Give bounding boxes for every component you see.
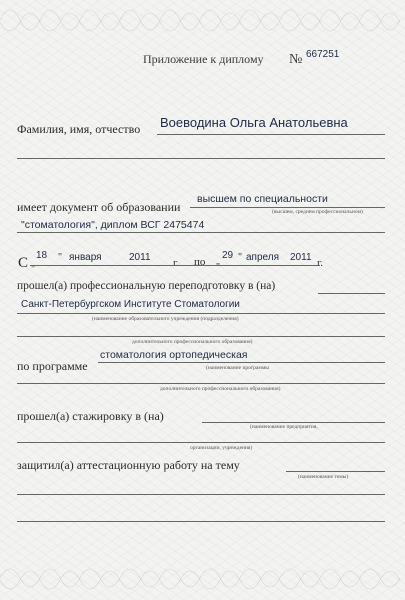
thesis-label: защитил(а) аттестационную работу на тему xyxy=(17,458,240,472)
period-quote-1: " xyxy=(31,264,36,275)
internship-label: прошел(а) стажировку в (на) xyxy=(17,409,164,423)
program-caption-name: (наименование программы xyxy=(206,365,269,371)
surname-line xyxy=(157,134,385,135)
education-caption: (высшем, среднем профессиональном) xyxy=(272,209,363,215)
education-line xyxy=(190,207,385,208)
retraining-line xyxy=(318,293,385,294)
program-caption-top: дополнительного профессионального образования) xyxy=(132,339,253,345)
surname-value: Воеводина Ольга Анатольевна xyxy=(160,115,348,130)
period-prefix: С xyxy=(18,255,29,271)
retraining-line-2 xyxy=(17,313,385,314)
diploma-number: 667251 xyxy=(306,49,340,60)
period-start-day: 18 xyxy=(36,250,48,261)
internship-line-2 xyxy=(17,442,385,443)
retraining-label: прошел(а) профессиональную переподготовку в (на) xyxy=(17,280,276,292)
period-line xyxy=(30,265,320,266)
thesis-line xyxy=(286,471,385,472)
education-line-2 xyxy=(17,232,385,233)
program-value: стоматология ортопедическая xyxy=(100,349,248,361)
period-by: по xyxy=(194,256,206,268)
thesis-caption: (наименование темы) xyxy=(298,474,349,480)
period-end-month: апреля xyxy=(246,252,280,263)
period-quote-3: " xyxy=(216,262,221,273)
period-start-month: января xyxy=(69,252,102,263)
program-line xyxy=(98,362,385,363)
retraining-caption: (наименование образовательного учреждения (подразделения) xyxy=(92,316,239,322)
period-start-year: 2011 xyxy=(129,252,151,263)
program-line-2 xyxy=(17,383,385,384)
thesis-line-2 xyxy=(17,494,385,495)
supplement-title: Приложение к диплому xyxy=(143,52,264,66)
education-value-line2: "стоматология", диплом ВСГ 2475474 xyxy=(21,219,205,231)
program-label: по программе xyxy=(17,359,88,373)
number-sign: № xyxy=(289,52,303,67)
internship-caption-2: организации, учреждения) xyxy=(190,445,253,451)
internship-line xyxy=(202,422,385,423)
guilloche-border-bottom xyxy=(0,560,405,600)
retraining-institution: Санкт-Петербургском Институте Стоматологии xyxy=(21,299,240,310)
period-quote-4: " xyxy=(238,252,243,263)
education-label: имеет документ об образовании xyxy=(17,200,181,214)
surname-label: Фамилия, имя, отчество xyxy=(17,122,141,136)
period-end-day: 29 xyxy=(222,250,234,261)
thesis-line-3 xyxy=(17,521,385,522)
period-year-suffix-1: г. xyxy=(173,257,180,269)
surname-line-2 xyxy=(17,158,385,159)
internship-caption: (наименование предприятия, xyxy=(250,424,318,430)
education-value-line1: высшем по специальности xyxy=(197,193,328,205)
program-caption-bottom: дополнительного профессионального образования) xyxy=(160,386,281,392)
guilloche-border-top xyxy=(0,0,405,40)
period-year-suffix-2: г. xyxy=(317,257,324,269)
retraining-line-3 xyxy=(17,336,385,337)
period-end-year: 2011 xyxy=(290,252,312,263)
period-quote-2: " xyxy=(58,252,63,263)
